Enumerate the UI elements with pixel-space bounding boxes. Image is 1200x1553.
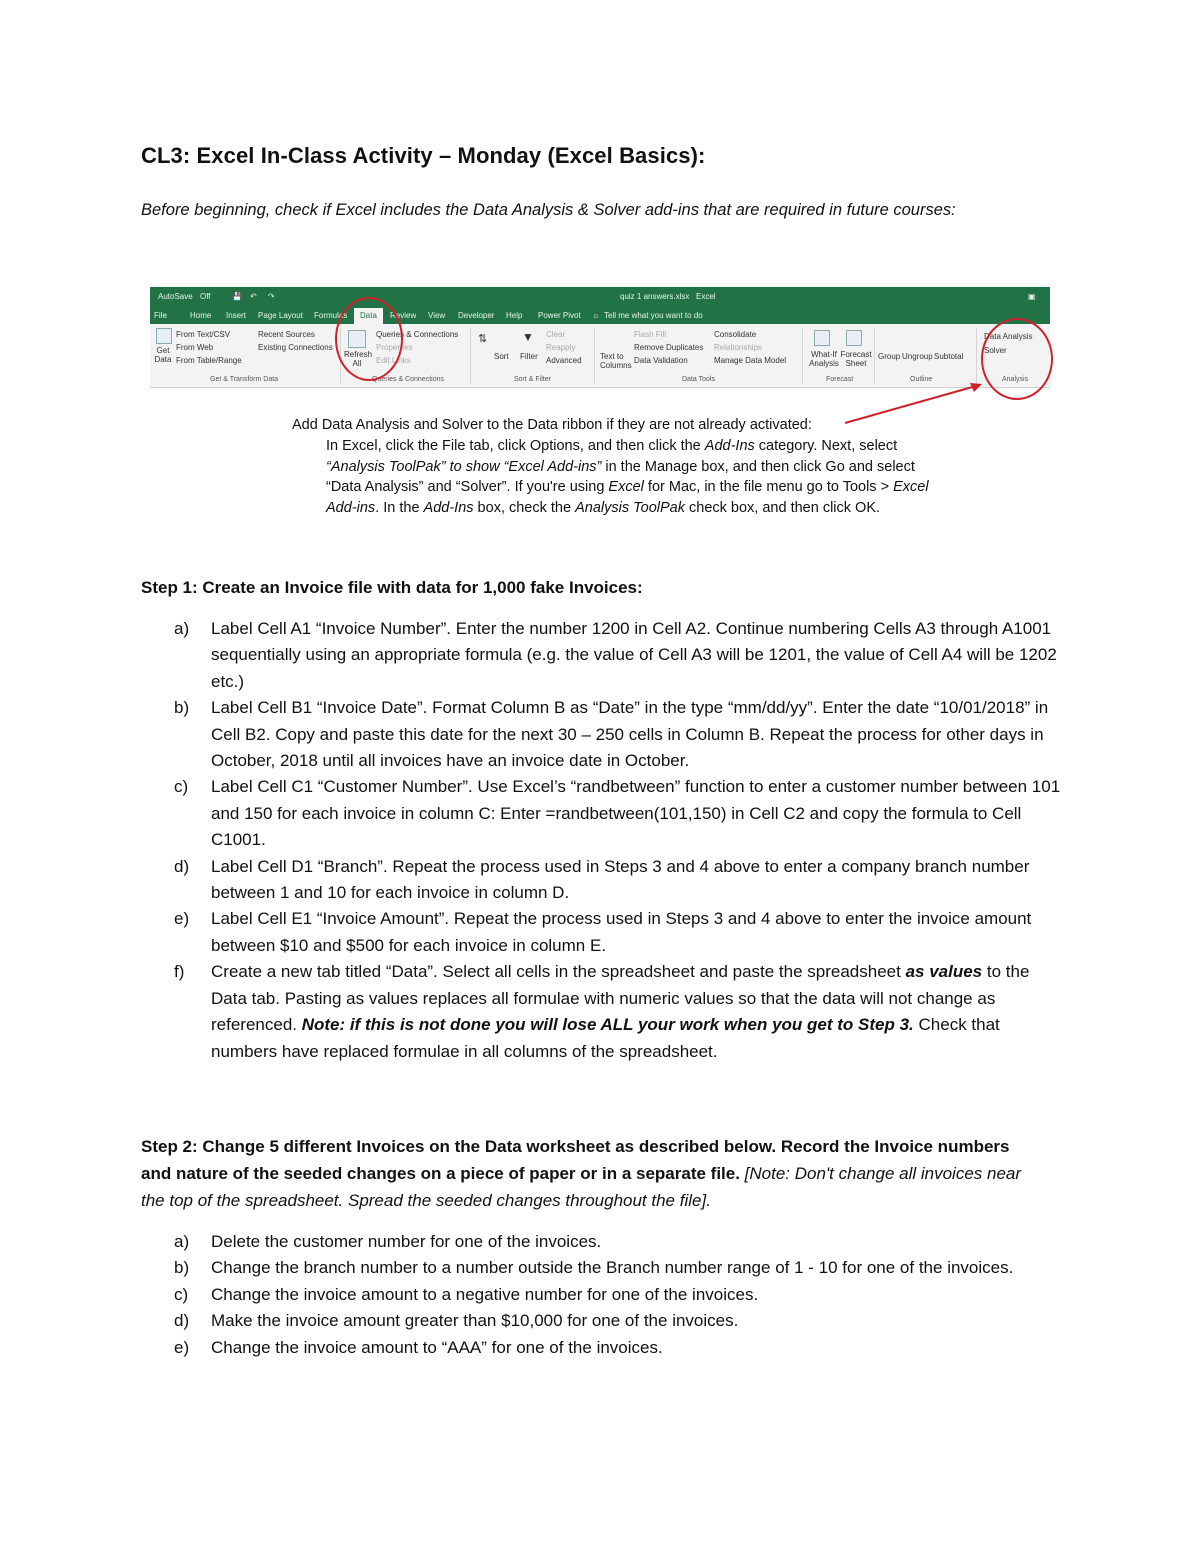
list-item: c) Change the invoice amount to a negative number for one of the invoices. <box>174 1284 759 1304</box>
step1-heading: Step 1: Create an Invoice file with data for 1,000 fake Invoices: <box>141 578 643 597</box>
save-icon: 💾 <box>232 292 242 301</box>
from-web: From Web <box>176 343 214 352</box>
callout-instructions: In Excel, click the File tab, click Options, and then click the Add-Ins category. Next, select “Analysis ToolPak” to show “Excel Add-ins” in the Manage box, and then click Go and select “Data Analysis” and “Solver”. If you're using Excel for Mac, in the file menu go to Tools > Excel Add-ins. In the Add-Ins box, check the Analysis ToolPak check box, and then click OK. <box>326 438 929 516</box>
autosave-label: AutoSave <box>158 292 193 301</box>
tab-review: Review <box>390 311 417 320</box>
group-queries-connections: Queries & Connections <box>372 376 444 383</box>
tab-page-layout: Page Layout <box>258 311 303 320</box>
tab-data: Data <box>354 308 383 324</box>
list-item: a) Delete the customer number for one of the invoices. <box>174 1232 602 1251</box>
tab-power-pivot: Power Pivot <box>538 311 581 320</box>
group-analysis: Analysis <box>1002 376 1029 383</box>
data-validation: Data Validation <box>634 356 688 365</box>
refresh-all-label: Refresh All <box>344 350 373 368</box>
tab-insert: Insert <box>226 311 247 320</box>
what-if-analysis: What-If Analysis <box>809 350 839 368</box>
callout-heading: Add Data Analysis and Solver to the Data ribbon if they are not already activated: <box>292 417 812 433</box>
tab-help: Help <box>506 311 523 320</box>
consolidate: Consolidate <box>714 330 757 339</box>
redo-icon: ↷ <box>268 292 275 301</box>
group-button: Group <box>878 352 901 361</box>
tab-home: Home <box>190 311 212 320</box>
list-item: d) Label Cell D1 “Branch”. Repeat the process used in Steps 3 and 4 above to enter a company branch number between 1 and 10 for each invoice in column D. <box>174 856 1030 903</box>
group-forecast: Forecast <box>826 376 854 383</box>
edit-links: Edit Links <box>376 356 411 365</box>
group-data-tools: Data Tools <box>682 376 715 383</box>
list-item: f) Create a new tab titled “Data”. Select all cells in the spreadsheet and paste the spreadsheet as values to the Data tab. Pasting as values replaces all formulae with numeric values so that the data will not change as referenced. Note: if this is not done you will lose ALL your work when you get to Step 3. Check that numbers have replaced formulae in all columns of the spreadsheet. <box>174 962 1030 1061</box>
from-text-csv: From Text/CSV <box>176 330 231 339</box>
flash-fill: Flash Fill <box>634 330 667 339</box>
reapply-button: Reapply <box>546 343 576 352</box>
step2-list <box>141 1229 1061 1361</box>
list-item: e) Label Cell E1 “Invoice Amount”. Repeat the process used in Steps 3 and 4 above to enter the invoice amount between $10 and $500 for each invoice in column E. <box>174 909 1032 955</box>
undo-icon: ↶ <box>250 292 257 301</box>
from-table-range: From Table/Range <box>176 356 242 365</box>
file-name: quiz 1 answers.xlsx <box>620 292 690 301</box>
tab-formulas: Formulas <box>314 311 348 320</box>
sort-button: Sort <box>494 352 509 361</box>
forecast-sheet: Forecast Sheet <box>840 350 872 368</box>
tell-me-box: Tell me what you want to do <box>604 311 703 320</box>
filter-button: Filter <box>520 352 538 361</box>
step1-list <box>141 616 1061 1065</box>
lightbulb-icon: ☼ <box>592 311 600 320</box>
tab-developer: Developer <box>458 311 495 320</box>
list-item: a) Label Cell A1 “Invoice Number”. Enter the number 1200 in Cell A2. Continue numbering Cells A3 through A1001 sequentially using an appropriate formula (e.g. the value of Cell A3 will be 1201, the value of Cell A4 will be 1202 etc.) <box>174 619 1057 691</box>
tab-file: File <box>154 311 167 320</box>
page-title: CL3: Excel In-Class Activity – Monday (Excel Basics): <box>141 143 706 168</box>
manage-data-model: Manage Data Model <box>714 356 787 365</box>
app-name: Excel <box>696 292 716 301</box>
sort-az-icon: ⇅ <box>478 333 488 345</box>
filter-icon: ▼ <box>522 330 534 344</box>
intro-text: Before beginning, check if Excel includes the Data Analysis & Solver add-ins that are required in future courses: <box>141 201 956 219</box>
text-to-columns: Text to Columns <box>600 352 632 370</box>
data-analysis-button: Data Analysis <box>984 332 1033 341</box>
list-item: b) Label Cell B1 “Invoice Date”. Format Column B as “Date” in the type “mm/dd/yy”. Enter the date “10/01/2018” in Cell B2. Copy and paste this date for the next 30 – 250 cells in Column B. Repeat the process for other days in October, 2018 until all invoices have an invoice date in October. <box>174 698 1049 771</box>
step2-heading: Step 2: Change 5 different Invoices on the Data worksheet as described below. Record the Invoice numbers and nature of the seeded changes on a piece of paper or in a separate file. [Note: Don't change all invoices near the top of the spreadsheet. Spread the seeded changes throughout the file]. <box>141 1137 1022 1210</box>
relationships: Relationships <box>714 343 763 352</box>
list-item: d) Make the invoice amount greater than $10,000 for one of the invoices. <box>174 1311 739 1331</box>
existing-connections: Existing Connections <box>258 343 333 352</box>
remove-duplicates: Remove Duplicates <box>634 343 704 352</box>
group-sort-filter: Sort & Filter <box>514 376 551 383</box>
tab-view: View <box>428 311 446 320</box>
properties: Properties <box>376 343 413 352</box>
ungroup-button: Ungroup <box>902 352 933 361</box>
list-item: b) Change the branch number to a number outside the Branch number range of 1 - 10 for one of the invoices. <box>174 1258 1014 1278</box>
ribbon-options-icon: ▣ <box>1028 292 1036 301</box>
clear-button: Clear <box>546 330 566 339</box>
solver-button: Solver <box>984 346 1007 355</box>
step2-note: [Note: Don't change all invoices near the top of the spreadsheet. Spread the seeded changes throughout the file]. <box>141 1164 1022 1210</box>
group-get-transform: Get & Transform Data <box>210 376 279 383</box>
group-outline: Outline <box>910 376 933 383</box>
get-data-label: Get Data <box>154 346 172 364</box>
subtotal-button: Subtotal <box>934 352 964 361</box>
queries-connections: Queries & Connections <box>376 330 459 339</box>
advanced-button: Advanced <box>546 356 582 365</box>
autosave-state: Off <box>200 292 211 301</box>
list-item: c) Label Cell C1 “Customer Number”. Use Excel’s “randbetween” function to enter a customer number between 101 and 150 for each invoice in column C: Enter =randbetween(101,150) in Cell C2 and copy the formula to Cell C1001. <box>174 777 1061 850</box>
recent-sources: Recent Sources <box>258 330 315 339</box>
list-item: e) Change the invoice amount to “AAA” for one of the invoices. <box>174 1337 663 1357</box>
